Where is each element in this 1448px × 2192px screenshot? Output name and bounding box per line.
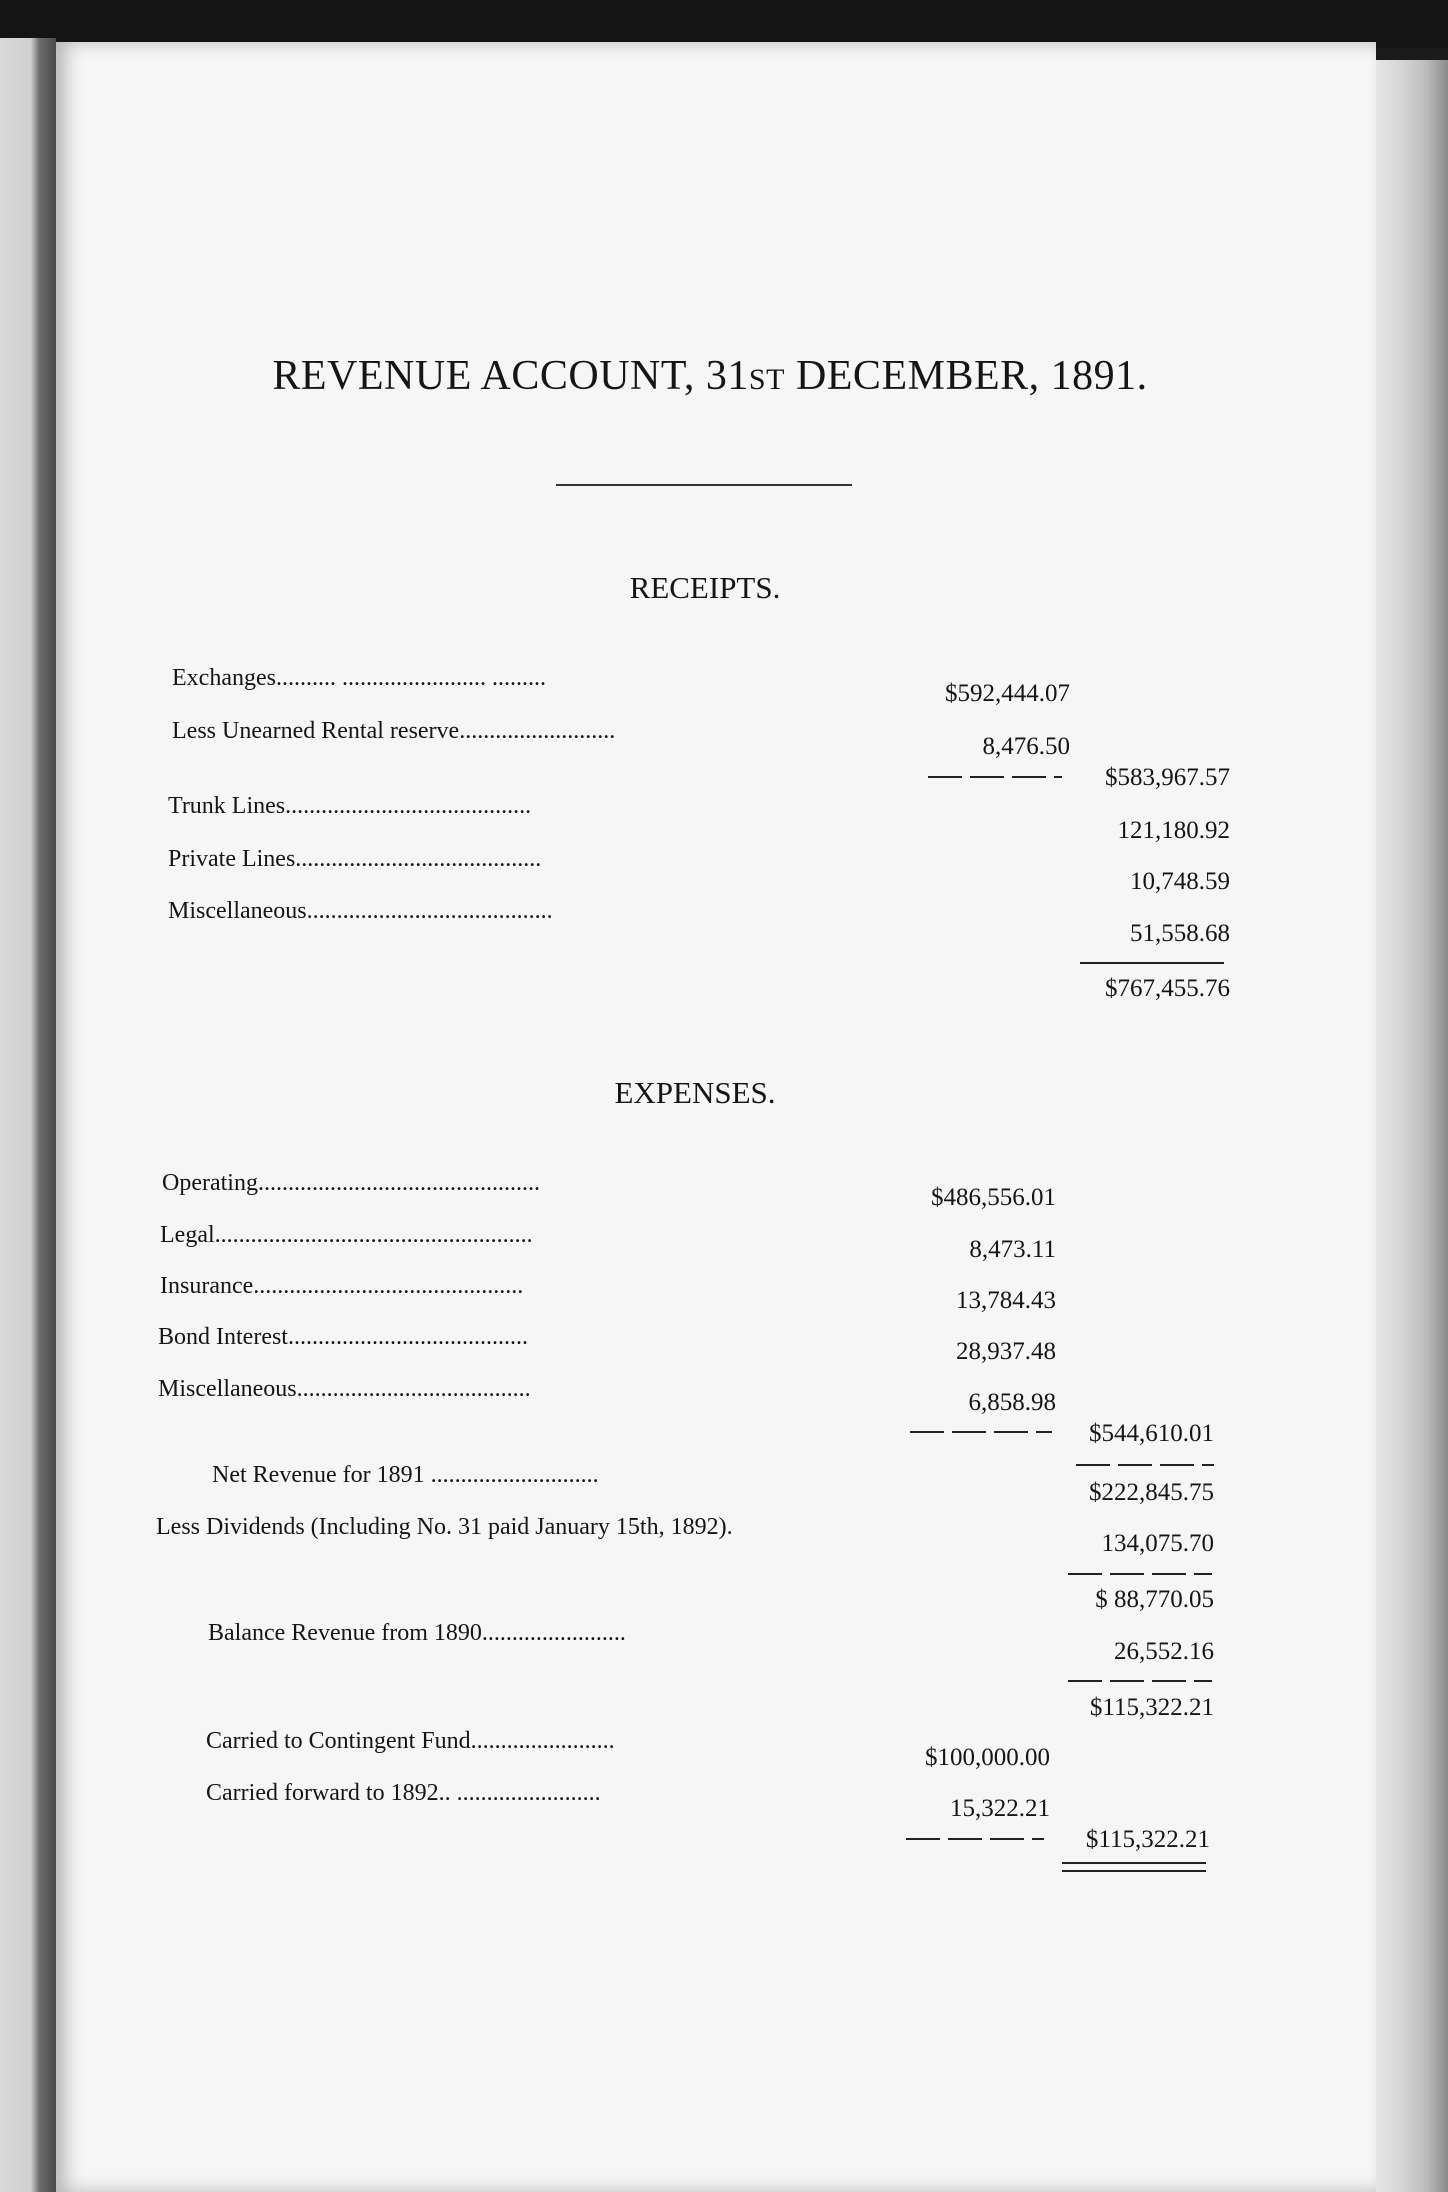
expense-insurance-label: Insurance.............................................	[160, 1273, 524, 1299]
receipt-exchanges-amount: $592,444.07	[945, 680, 1070, 707]
receipt-net-exchanges: $583,967.57	[1105, 764, 1230, 791]
contingent-fund-label: Carried to Contingent Fund........................	[206, 1728, 615, 1754]
receipt-trunk-label: Trunk Lines.........................................	[168, 793, 532, 819]
final-total: $115,322.21	[1085, 1826, 1210, 1853]
receipt-total: $767,455.76	[1105, 975, 1230, 1002]
expenses-heading: EXPENSES.	[614, 1075, 776, 1110]
receipts-heading: RECEIPTS.	[629, 570, 781, 605]
receipt-total-rule	[1080, 962, 1224, 964]
net-revenue-label: Net Revenue for 1891 ............................	[212, 1462, 599, 1488]
title-rule	[556, 484, 852, 486]
contingent-fund-amount: $100,000.00	[925, 1744, 1050, 1771]
receipt-misc-amount: 51,558.68	[1130, 920, 1230, 947]
dividends-rule	[1068, 1573, 1212, 1575]
expense-operating-label: Operating...............................................	[162, 1170, 540, 1196]
dividends-amount: 134,075.70	[1101, 1530, 1214, 1557]
scan-background-top	[0, 0, 1448, 48]
title-superscript: ST	[748, 363, 785, 396]
expense-legal-amount: 8,473.11	[969, 1236, 1056, 1263]
page-title: REVENUE ACCOUNT, 31ST DECEMBER, 1891.	[272, 353, 1148, 399]
expense-misc-label: Miscellaneous.......................................	[158, 1376, 531, 1402]
receipt-unearned-amount: 8,476.50	[982, 733, 1070, 760]
receipt-trunk-amount: 121,180.92	[1117, 817, 1230, 844]
balance-amount: 26,552.16	[1114, 1638, 1214, 1665]
balance-rule	[1068, 1680, 1212, 1682]
expense-legal-label: Legal.....................................................	[160, 1222, 533, 1248]
receipt-private-amount: 10,748.59	[1130, 868, 1230, 895]
summary-total: $115,322.21	[1089, 1694, 1214, 1721]
net-revenue-amount: $222,845.75	[1089, 1479, 1214, 1506]
receipt-unearned-label: Less Unearned Rental reserve..........................	[172, 718, 616, 744]
receipt-exchanges-label: Exchanges.......... ........................ .........	[172, 665, 546, 691]
balance-label: Balance Revenue from 1890........................	[208, 1620, 626, 1646]
receipt-private-label: Private Lines.........................................	[168, 846, 542, 872]
expense-operating-amount: $486,556.01	[931, 1184, 1056, 1211]
expense-insurance-amount: 13,784.43	[956, 1287, 1056, 1314]
carried-forward-amount: 15,322.21	[950, 1795, 1050, 1822]
subtotal-after-dividends: $ 88,770.05	[1095, 1586, 1214, 1613]
expense-bond-label: Bond Interest........................................	[158, 1324, 528, 1350]
receipt-misc-label: Miscellaneous.........................................	[168, 898, 553, 924]
dividends-label: Less Dividends (Including No. 31 paid January 15th, 1892).	[156, 1514, 733, 1540]
expense-misc-amount: 6,858.98	[968, 1389, 1056, 1416]
carried-forward-label: Carried forward to 1892.. ........................	[206, 1780, 601, 1806]
expense-total-rule	[1076, 1464, 1214, 1466]
final-total-double-rule	[1062, 1862, 1206, 1872]
expense-total: $544,610.01	[1089, 1420, 1214, 1447]
expense-bond-amount: 28,937.48	[956, 1338, 1056, 1365]
